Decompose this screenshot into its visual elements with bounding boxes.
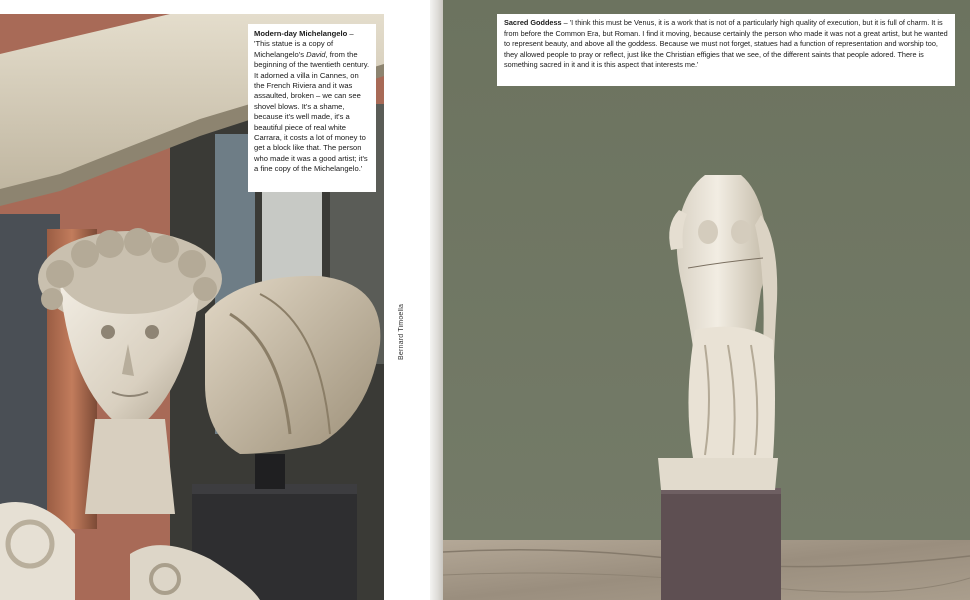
caption-modern-day-michelangelo [248, 24, 376, 192]
caption-text: 'I think this must be Venus, it is a work that is not of a particularly high quality of execution, but it is full of charm. It is from before the Common Era, but Roman. I find it moving, because certainly the person who made it was not a great artist, but he wanted to represent beauty, and above all the goddess. Because we must not forget, statues had a function of representation and worship too, they allowed people to pray or reflect, just like the Christian effigies that we see, of the different saints that people adored. There is something sacred in it and it is this aspect that interests me.' [504, 18, 948, 70]
caption-text-after: , from the beginning of the twentieth century. It adorned a villa in Cannes, on the French Riviera and it was assaulted, broken – we can see shovel blows. It's a shame, because it's well made, it's a beautiful piece of real white Carrara, it costs a lot of money to get a block like that. The person who made it was a good artist; it's a fine copy of the Michelangelo.' [254, 49, 370, 174]
caption-text-before: 'This statue is a copy of Michelangelo's [254, 39, 334, 59]
caption-dash: – [561, 18, 570, 27]
caption-italic-title: David [306, 49, 326, 59]
caption-title: Modern-day Michelangelo [254, 29, 348, 38]
venus-photo-illustration [443, 0, 970, 600]
venus-statue-photo [443, 0, 970, 600]
running-head-author: Bernard Timoella [398, 303, 405, 360]
left-page [0, 0, 430, 600]
book-gutter [430, 0, 443, 600]
caption-sacred-goddess [497, 14, 955, 86]
caption-dash: – [347, 29, 354, 38]
caption-title: Sacred Goddess [504, 18, 562, 27]
